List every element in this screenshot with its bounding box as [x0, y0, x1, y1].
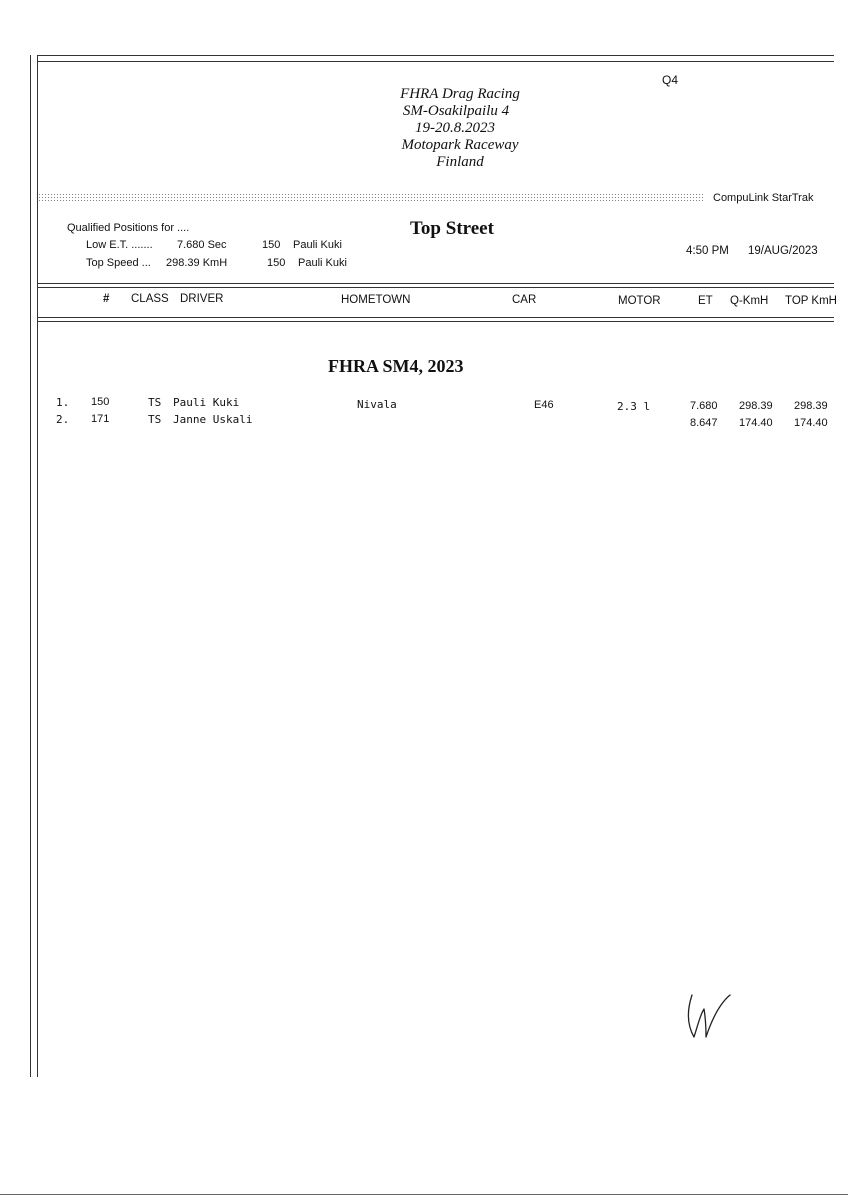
low-et-driver: Pauli Kuki [293, 239, 342, 251]
row-class: TS [148, 396, 162, 409]
col-qkmh: Q-KmH [730, 295, 769, 307]
low-et-car: 150 [262, 239, 281, 251]
col-motor: MOTOR [618, 295, 661, 307]
col-driver: DRIVER [180, 293, 224, 305]
col-class: CLASS [131, 293, 169, 305]
row-hometown: Nivala [357, 398, 397, 411]
event-line-4: Motopark Raceway [401, 137, 519, 153]
row-car: E46 [534, 399, 554, 411]
col-car: CAR [512, 294, 537, 306]
bottom-scan-line [0, 1194, 848, 1195]
row-qkmh: 298.39 [739, 400, 773, 412]
row-car-number: 171 [91, 413, 110, 425]
frame-left-outer [30, 55, 31, 1077]
frame-left-inner [37, 55, 38, 1077]
row-position: 1. [56, 396, 70, 409]
low-et-label: Low E.T. ....... [86, 239, 153, 251]
row-qkmh: 174.40 [739, 417, 773, 429]
col-et: ET [698, 295, 713, 307]
low-et-value: 7.680 Sec [177, 239, 227, 251]
system-label: CompuLink StarTrak [713, 192, 814, 204]
col-num: # [103, 293, 110, 305]
row-class: TS [148, 413, 162, 426]
header-rule-top-1 [37, 283, 834, 284]
top-speed-car: 150 [267, 257, 286, 269]
report-time: 4:50 PM [686, 245, 729, 257]
row-car-number: 150 [91, 396, 110, 408]
class-title: Top Street [410, 218, 494, 239]
dotted-separator [38, 193, 703, 201]
event-info [360, 86, 560, 171]
row-topkmh: 298.39 [794, 400, 828, 412]
event-line-5: Finland [436, 154, 484, 170]
row-driver: Janne Uskali [173, 413, 253, 426]
row-et: 8.647 [690, 417, 718, 429]
row-driver: Pauli Kuki [173, 396, 240, 409]
top-speed-driver: Pauli Kuki [298, 257, 347, 269]
top-speed-value: 298.39 KmH [166, 257, 228, 269]
row-et: 7.680 [690, 400, 718, 412]
row-position: 2. [56, 413, 70, 426]
qualifying-round: Q4 [662, 73, 679, 87]
report-date: 19/AUG/2023 [748, 245, 818, 257]
top-speed-label: Top Speed ... [86, 257, 151, 269]
section-title: FHRA SM4, 2023 [328, 356, 464, 376]
frame-top-outer [37, 55, 834, 56]
event-line-3: 19-20.8.2023 [415, 120, 495, 136]
row-motor: 2.3 l [617, 400, 651, 413]
header-rule-bottom-2 [37, 321, 834, 322]
signature [680, 985, 740, 1055]
qualified-heading: Qualified Positions for .... [67, 222, 190, 234]
frame-top-inner [37, 61, 834, 62]
row-topkmh: 174.40 [794, 417, 828, 429]
col-hometown: HOMETOWN [341, 294, 411, 306]
header-rule-top-2 [37, 287, 834, 288]
event-line-1: FHRA Drag Racing [400, 86, 520, 102]
col-topkmh: TOP KmH [785, 295, 837, 307]
event-line-2: SM-Osakilpailu 4 [402, 103, 510, 119]
header-rule-bottom-1 [37, 317, 834, 318]
